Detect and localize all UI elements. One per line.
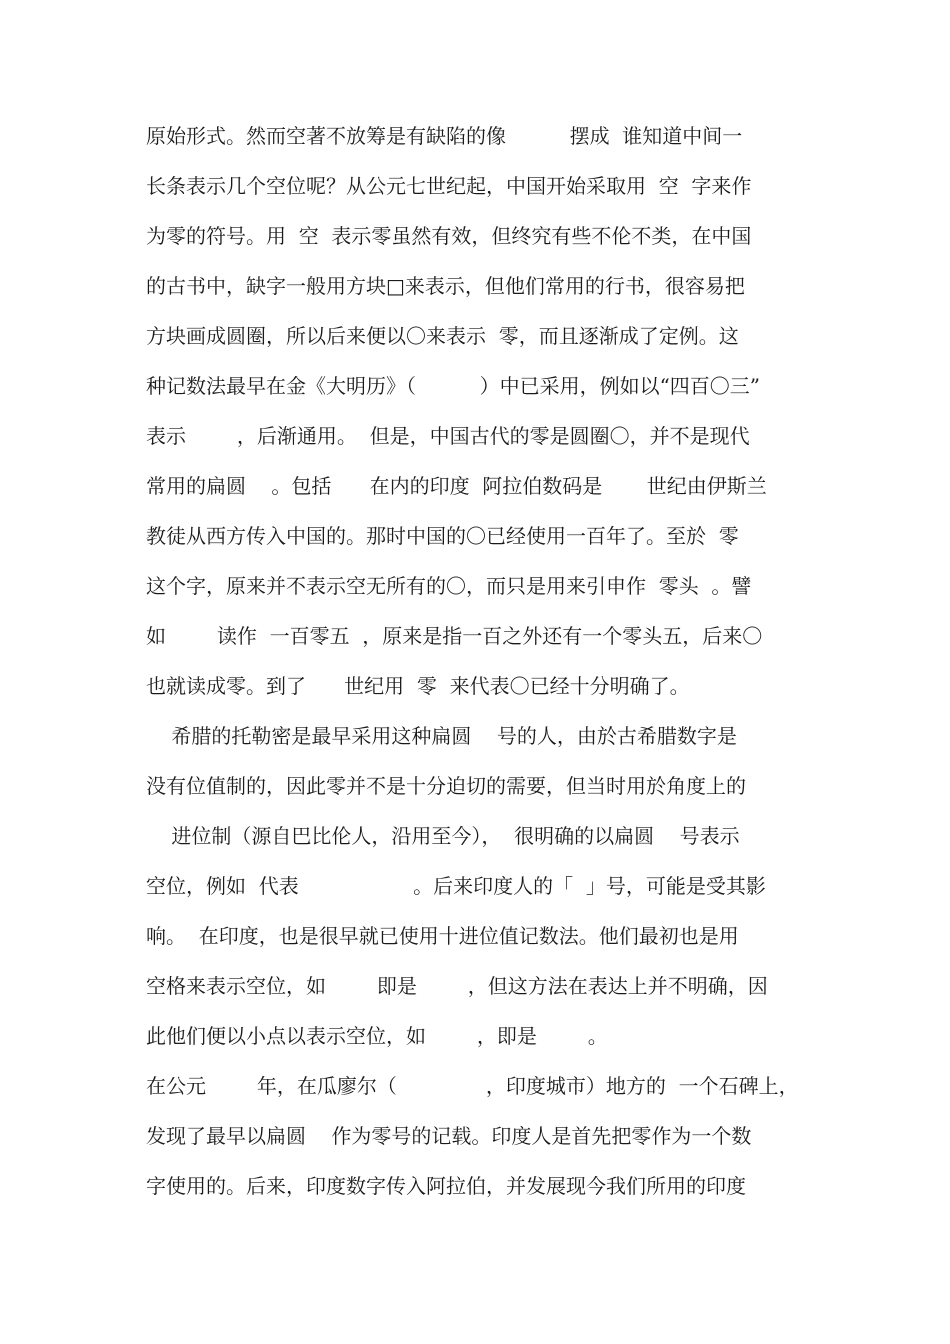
text-line: 原始形式。然而空著不放筹是有缺陷的像 摆成 谁知道中间一 [146, 124, 743, 148]
text-line: 空格来表示空位，如 即是 ，但这方法在表达上并不明确，因 [146, 974, 768, 998]
text-line: 希腊的托勒密是最早采用这种扁圆 号的人，由於古希腊数字是 [146, 724, 737, 748]
text-line: 空位，例如 代表 。后来印度人的「 」号，可能是受其影 [146, 874, 766, 898]
text-line: 没有位值制的，因此零并不是十分迫切的需要，但当时用於角度上的 [146, 774, 746, 798]
text-line: 这个字，原来并不表示空无所有的〇，而只是用来引申作 零头 。譬 [146, 574, 752, 598]
text-line: 字使用的。后来，印度数字传入阿拉伯，并发展现今我们所用的印度 [146, 1174, 746, 1198]
text-line: 的古书中，缺字一般用方块□来表示，但他们常用的行书，很容易把 [146, 274, 745, 298]
text-line: 在公元 年，在瓜廖尔（ ，印度城市）地方的 一个石碑上， [146, 1074, 799, 1098]
text-line: 也就读成零。到了 世纪用 零 来代表〇已经十分明确了。 [146, 674, 690, 698]
text-line: 表示 ，后渐通用。 但是，中国古代的零是圆圈〇，并不是现代 [146, 424, 750, 448]
text-line: 此他们便以小点以表示空位，如 ，即是 。 [146, 1024, 608, 1048]
text-line: 长条表示几个空位呢？从公元七世纪起，中国开始采取用 空 字来作 [146, 174, 752, 198]
text-line: 如 读作 一百零五 ，原来是指一百之外还有一个零头五，后来〇 [146, 624, 763, 648]
text-line: 常用的扁圆 。包括 在内的印度 阿拉伯数码是 世纪由伊斯兰 [146, 474, 767, 498]
text-line: 发现了最早以扁圆 作为零号的记载。印度人是首先把零作为一个数 [146, 1124, 752, 1148]
text-line: 响。 在印度，也是很早就已使用十进位值记数法。他们最初也是用 [146, 924, 739, 948]
text-line: 为零的符号。用 空 表示零虽然有效，但终究有些不伦不类，在中国 [146, 224, 752, 248]
text-line: 方块画成圆圈，所以后来便以〇来表示 零，而且逐渐成了定例。这 [146, 324, 739, 348]
text-line: 教徒从西方传入中国的。那时中国的〇已经使用一百年了。至於 零 [146, 524, 739, 548]
text-line: 进位制（源自巴比伦人，沿用至今）， 很明确的以扁圆 号表示 [146, 824, 740, 848]
text-line: 种记数法最早在金《大明历》（ ）中已采用，例如以“四百〇三” [146, 374, 761, 398]
